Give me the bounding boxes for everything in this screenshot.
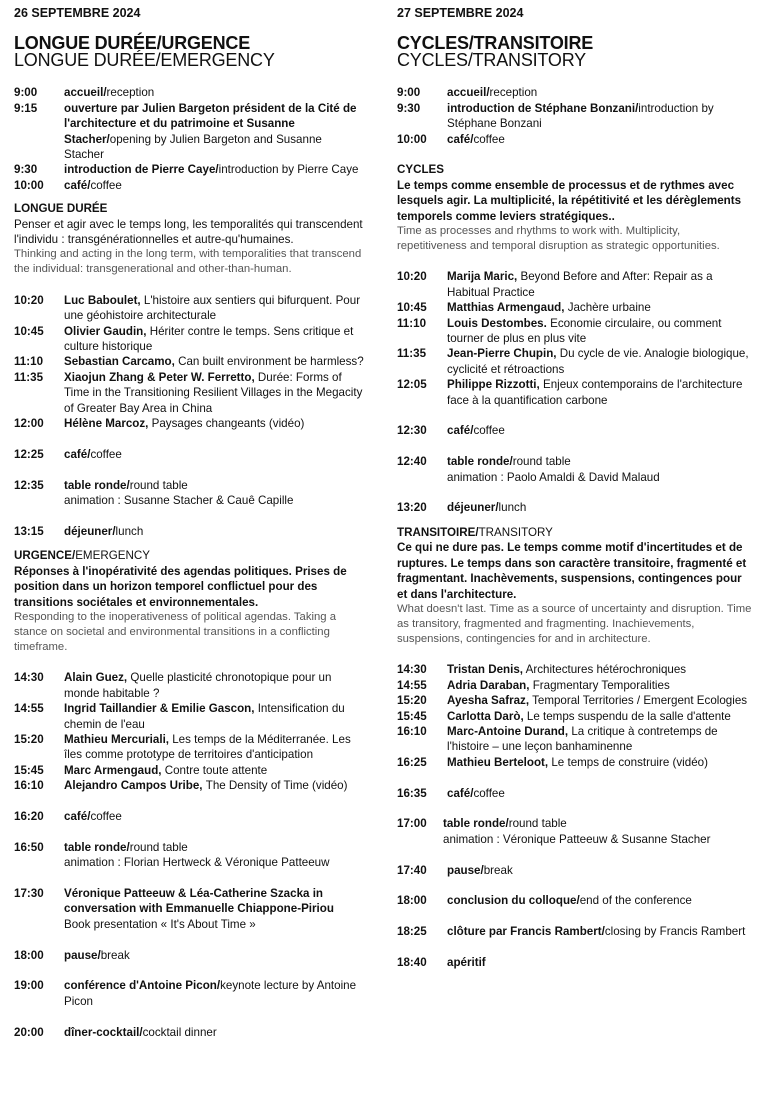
- speaker: Jean-Pierre Chupin,: [447, 347, 557, 361]
- speaker: Mathieu Berteloot,: [447, 755, 549, 769]
- section-desc-fr: Le temps comme ensemble de processus et de rythmes avec lesquels agir. La multiplicité, la répétitivité et les dérèglements temporels comme leviers stratégiques..: [397, 178, 742, 223]
- talk-item: [397, 269, 752, 300]
- schedule-item: [14, 101, 364, 163]
- talk-title: Jachère urbaine: [564, 301, 651, 315]
- speaker: Luc Baboulet,: [64, 293, 141, 307]
- time: 9:30: [14, 163, 38, 177]
- talk-title: La critique à contretemps de l'histoire – une leçon banhaminenne: [447, 724, 718, 754]
- conclusion-item: [397, 893, 752, 908]
- talk-item: [397, 755, 752, 770]
- talk-item: [14, 778, 364, 793]
- schedule-item: [397, 101, 752, 132]
- section-desc-en: What doesn't last. Time as a source of uncertainty and disruption. Time as transitory, fragmented and fragmenting. Inachievements, suspensions, contingencies for and in architecture.: [397, 602, 752, 645]
- moderators: animation : Florian Hertweck & Véronique Patteeuw: [64, 856, 330, 870]
- round-table-item: [14, 478, 364, 509]
- talk-title: The Density of Time (vidéo): [205, 779, 348, 793]
- time: 15:20: [14, 732, 44, 746]
- round-table-item: [397, 816, 752, 847]
- talk-title: Quelle plasticité chronotopique pour un monde habitable ?: [64, 671, 332, 700]
- break-item: [397, 863, 752, 878]
- time: 10:20: [397, 270, 427, 284]
- speaker: Tristan Denis,: [447, 663, 524, 677]
- item-text: keynote lecture by Antoine Picon: [64, 979, 357, 1008]
- keynote-item: [14, 978, 364, 1009]
- talk-title: Economie circulaire, ou comment tourner de plus en plus vite: [447, 316, 722, 346]
- item-title: table ronde/: [443, 817, 509, 831]
- item-text: round table: [129, 840, 188, 854]
- time: 12:05: [397, 378, 427, 392]
- item-text: coffee: [90, 447, 122, 461]
- item-title: Véronique Patteeuw & Léa-Catherine Szacka in conversation with Emmanuelle Chiappone-Piriou: [64, 886, 334, 916]
- schedule-item: [14, 178, 364, 193]
- time: 18:00: [397, 894, 427, 908]
- item-text: coffee: [473, 132, 505, 146]
- talk-title: Le temps suspendu de la salle d'attente: [523, 709, 731, 723]
- talk-title: Fragmentary Temporalities: [529, 678, 670, 692]
- item-text: Book presentation « It's About Time »: [64, 917, 256, 931]
- talk-title: Beyond Before and After: Repair as a Habitual Practice: [447, 270, 713, 299]
- time: 9:00: [14, 86, 38, 100]
- item-title: conclusion du colloque/: [447, 894, 580, 908]
- speaker: Marc Armengaud,: [64, 763, 162, 777]
- time: 11:35: [397, 347, 427, 361]
- talk-item: [14, 354, 364, 369]
- talk-title: Can built environment be harmless?: [174, 355, 364, 369]
- time: 15:45: [14, 763, 44, 777]
- item-title: café/: [64, 178, 91, 192]
- item-text: lunch: [498, 501, 527, 515]
- time: 10:00: [397, 132, 427, 146]
- time: 11:10: [14, 355, 44, 369]
- conversation-item: [14, 886, 364, 932]
- talk-title: Architectures hétérochroniques: [523, 663, 687, 677]
- time: 19:00: [14, 979, 44, 993]
- item-title: clôture par Francis Rambert/: [447, 925, 605, 939]
- talk-item: [397, 678, 752, 693]
- time: 9:00: [397, 86, 421, 100]
- item-text: closing by Francis Rambert: [604, 925, 746, 939]
- section-title: URGENCE/: [14, 549, 76, 563]
- speaker: Ayesha Safraz,: [447, 694, 530, 708]
- talk-item: [14, 732, 364, 763]
- talk-item: [397, 300, 752, 315]
- section-title-en: TRANSITORY: [478, 525, 553, 539]
- item-title: accueil/: [64, 86, 107, 100]
- item-text: introduction by Pierre Caye: [218, 163, 359, 177]
- day1-title: LONGUE DURÉE/URGENCE: [14, 33, 251, 54]
- speaker: Hélène Marcoz,: [64, 417, 149, 431]
- day1-date: 26 SEPTEMBRE 2024: [14, 6, 141, 20]
- section-title: TRANSITOIRE/: [397, 525, 479, 539]
- talk-item: [14, 763, 364, 778]
- closing-item: [397, 924, 752, 939]
- time: 16:50: [14, 840, 44, 854]
- talk-item: [14, 293, 364, 324]
- time: 10:45: [14, 324, 44, 338]
- speaker: Philippe Rizzotti,: [447, 378, 540, 392]
- time: 10:45: [397, 301, 427, 315]
- time: 12:30: [397, 424, 427, 438]
- dinner-item: [14, 1025, 364, 1040]
- section-desc-en: Responding to the inoperativeness of political agendas. Taking a stance on societal and environmental transitions in a conflicting timeframe.: [14, 610, 336, 653]
- time: 12:40: [397, 455, 427, 469]
- item-title: pause/: [447, 863, 484, 877]
- time: 14:30: [397, 663, 427, 677]
- time: 11:35: [14, 370, 44, 384]
- item-text: break: [483, 863, 513, 877]
- talk-title: Hériter contre le temps. Sens critique et culture historique: [64, 324, 354, 354]
- talk-title: L'histoire aux sentiers qui bifurquent. Pour une géohistoire architecturale: [64, 293, 361, 323]
- item-title: table ronde/: [447, 455, 513, 469]
- break-item: [397, 786, 752, 801]
- item-text: round table: [129, 478, 188, 492]
- section-desc-en: Thinking and acting in the long term, with temporalities that transcend the individual: transgenerational and other-than-human.: [14, 248, 362, 276]
- item-title: accueil/: [447, 86, 490, 100]
- item-text: coffee: [473, 424, 505, 438]
- break-item: [397, 423, 752, 438]
- item-title: café/: [64, 809, 91, 823]
- time: 20:00: [14, 1025, 44, 1039]
- talk-item: [397, 346, 752, 377]
- talk-item: [397, 377, 752, 408]
- round-table-item: [14, 840, 364, 871]
- item-text: reception: [489, 86, 538, 100]
- break-item: [14, 447, 364, 462]
- time: 11:10: [397, 316, 427, 330]
- talk-item: [14, 701, 364, 732]
- time: 12:25: [14, 447, 44, 461]
- talk-item: [14, 324, 364, 355]
- schedule-item: [14, 162, 364, 177]
- time: 14:55: [397, 678, 427, 692]
- talk-item: [397, 724, 752, 755]
- item-title: café/: [64, 447, 91, 461]
- speaker: Alain Guez,: [64, 671, 128, 685]
- talk-item: [397, 316, 752, 347]
- section-desc-fr: Réponses à l'inopérativité des agendas politiques. Prises de position dans un horizon temporel conflictuel pour des transitions sociétales et environnementales.: [14, 564, 347, 609]
- item-title: dîner-cocktail/: [64, 1025, 143, 1039]
- talk-title: Enjeux contemporains de l'architecture face à la quantification carbone: [447, 378, 743, 407]
- aperitif-item: [397, 955, 752, 970]
- item-text: round table: [508, 817, 567, 831]
- speaker: Sebastian Carcamo,: [64, 355, 175, 369]
- item-title: apéritif: [447, 955, 486, 969]
- day2-title-en: CYCLES/TRANSITORY: [397, 50, 586, 71]
- talk-title: Paysages changeants (vidéo): [148, 417, 305, 431]
- item-title: introduction de Pierre Caye/: [64, 163, 219, 177]
- break-item: [14, 809, 364, 824]
- section-desc-fr: Ce qui ne dure pas. Le temps comme motif d'incertitudes et de ruptures. Le temps dans son caractère transitoire, fragmenté et fragmentant. Inachèvements, suspensions, contingences pour et dans l'architecture.: [397, 541, 747, 601]
- time: 18:40: [397, 955, 427, 969]
- time: 18:25: [397, 925, 427, 939]
- break-item: [14, 948, 364, 963]
- time: 15:45: [397, 709, 427, 723]
- item-title: introduction de Stéphane Bonzani/: [447, 101, 639, 115]
- time: 12:35: [14, 478, 44, 492]
- talk-item: [14, 670, 364, 701]
- section-heading: CYCLES: [397, 163, 445, 177]
- day1-column: [14, 6, 364, 1040]
- time: 16:10: [14, 779, 44, 793]
- lunch-item: [14, 524, 364, 539]
- item-text: coffee: [90, 178, 122, 192]
- talk-item: [397, 662, 752, 677]
- moderators: animation : Susanne Stacher & Cauê Capille: [64, 494, 294, 508]
- item-text: coffee: [90, 809, 122, 823]
- section-heading: [397, 525, 752, 540]
- section-desc-fr: Penser et agir avec le temps long, les temporalités qui transcendent l'individu : transgénérationnelles et autre-qu'humaines.: [14, 217, 363, 247]
- day2-column: [397, 6, 752, 970]
- item-text: coffee: [473, 786, 505, 800]
- time: 17:00: [397, 817, 427, 831]
- talk-title: Durée: Forms of Time in the Transitioning Resilient Villages in the Megacity of Greater Bay Area in China: [64, 370, 363, 415]
- item-text: end of the conference: [579, 894, 692, 908]
- time: 12:00: [14, 417, 44, 431]
- item-text: reception: [106, 86, 155, 100]
- item-text: introduction by Stéphane Bonzani: [447, 101, 714, 131]
- time: 16:10: [397, 724, 427, 738]
- speaker: Adria Daraban,: [447, 678, 530, 692]
- time: 10:00: [14, 178, 44, 192]
- time: 17:40: [397, 863, 427, 877]
- moderators: animation : Véronique Patteeuw & Susanne Stacher: [443, 832, 711, 846]
- item-title: café/: [447, 424, 474, 438]
- time: 13:15: [14, 524, 44, 538]
- item-title: déjeuner/: [64, 524, 116, 538]
- speaker: Marc-Antoine Durand,: [447, 724, 569, 738]
- talk-item: [14, 370, 364, 416]
- schedule-item: [14, 85, 364, 100]
- item-text: round table: [512, 455, 571, 469]
- time: 18:00: [14, 948, 44, 962]
- talk-title: Le temps de construire (vidéo): [548, 755, 708, 769]
- section-title-en: EMERGENCY: [75, 549, 150, 563]
- time: 16:25: [397, 755, 427, 769]
- speaker: Alejandro Campos Uribe,: [64, 779, 206, 793]
- talk-item: [397, 709, 752, 724]
- talk-title: Les temps de la Méditerranée. Les îles comme prototype de territoires d'anticipation: [64, 732, 351, 762]
- item-text: cocktail dinner: [142, 1025, 217, 1039]
- day2-date: 27 SEPTEMBRE 2024: [397, 6, 524, 20]
- time: 16:20: [14, 809, 44, 823]
- speaker: Matthias Armengaud,: [447, 301, 565, 315]
- section-heading: LONGUE DURÉE: [14, 202, 108, 216]
- time: 14:55: [14, 702, 44, 716]
- item-title: ouverture par Julien Bargeton président de la Cité de l'architecture et du patrimoine et Susanne Stacher/: [64, 101, 357, 146]
- lunch-item: [397, 500, 752, 515]
- speaker: Xiaojun Zhang & Peter W. Ferretto,: [64, 370, 258, 384]
- speaker: Ingrid Taillandier & Emilie Gascon,: [64, 702, 255, 716]
- moderators: animation : Paolo Amaldi & David Malaud: [447, 470, 660, 484]
- item-title: pause/: [64, 948, 101, 962]
- item-text: break: [100, 948, 130, 962]
- speaker: Olivier Gaudin,: [64, 324, 147, 338]
- item-text: opening by Julien Bargeton and Susanne Stacher: [64, 132, 322, 162]
- section-desc-en: Time as processes and rhythms to work with. Multiplicity, repetitiveness and temporal disruption as strategic opportunities.: [397, 225, 720, 253]
- round-table-item: [397, 454, 752, 485]
- talk-title: Intensification du chemin de l'eau: [64, 702, 345, 731]
- speaker: Louis Destombes.: [447, 316, 547, 330]
- item-title: déjeuner/: [447, 501, 499, 515]
- talk-item: [14, 416, 364, 431]
- time: 9:15: [14, 101, 38, 115]
- talk-title: Contre toute attente: [161, 763, 268, 777]
- item-title: café/: [447, 786, 474, 800]
- speaker: Mathieu Mercuriali,: [64, 732, 170, 746]
- talk-title: Temporal Territories / Emergent Ecologies: [529, 694, 748, 708]
- speaker: Marija Maric,: [447, 270, 518, 284]
- time: 15:20: [397, 694, 427, 708]
- speaker: Carlotta Darò,: [447, 709, 524, 723]
- time: 16:35: [397, 786, 427, 800]
- time: 14:30: [14, 671, 44, 685]
- schedule-item: [397, 132, 752, 147]
- item-title: café/: [447, 132, 474, 146]
- item-title: table ronde/: [64, 478, 130, 492]
- time: 17:30: [14, 886, 44, 900]
- talk-item: [397, 693, 752, 708]
- section-heading: [14, 548, 364, 563]
- talk-title: Du cycle de vie. Analogie biologique, cyclicité et rétroactions: [447, 347, 749, 376]
- item-text: lunch: [115, 524, 144, 538]
- item-title: conférence d'Antoine Picon/: [64, 979, 221, 993]
- day1-title-en: LONGUE DURÉE/EMERGENCY: [14, 50, 275, 71]
- item-title: table ronde/: [64, 840, 130, 854]
- schedule-item: [397, 85, 752, 100]
- time: 9:30: [397, 101, 421, 115]
- day2-title: CYCLES/TRANSITOIRE: [397, 33, 594, 54]
- time: 13:20: [397, 501, 427, 515]
- time: 10:20: [14, 293, 44, 307]
